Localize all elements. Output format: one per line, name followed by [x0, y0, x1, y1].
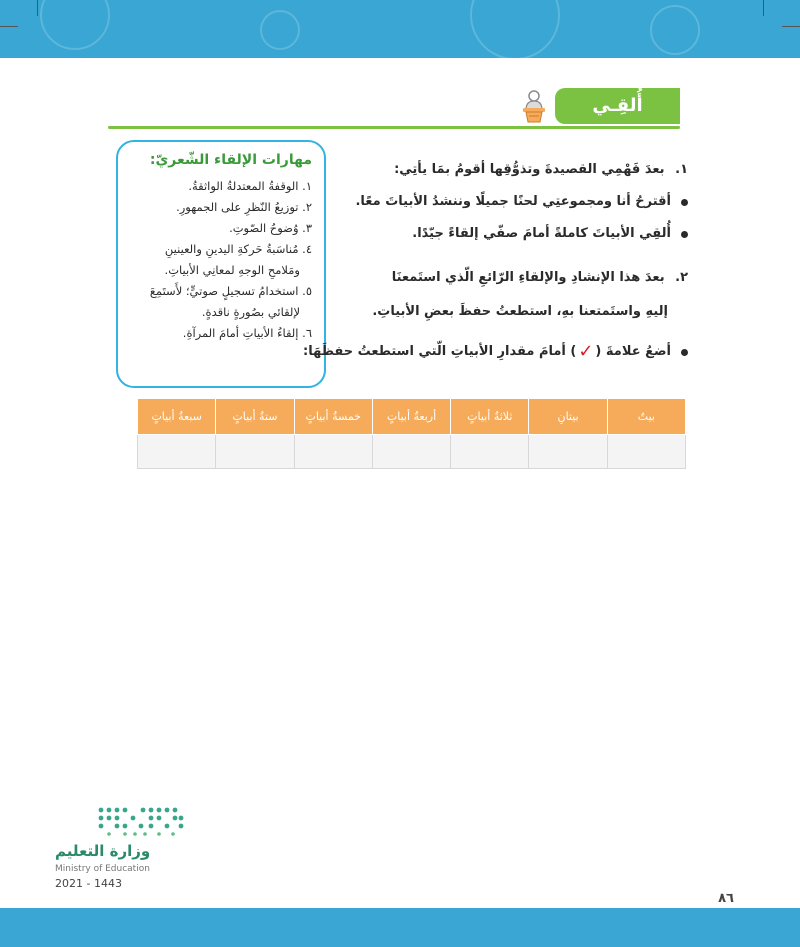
question-text: بعدَ فَهْمِي القصيدةَ وتذوُّقِها أقومُ بمَا يأتِي:: [394, 162, 665, 177]
instruction-text-before: أضعُ علامةَ (: [595, 344, 671, 359]
section-title: أُلقِـي: [555, 88, 680, 124]
skills-list: [128, 176, 312, 344]
table-header-cell: ستةُ أبياتٍ: [216, 399, 294, 435]
ministry-name-english: Ministry of Education: [55, 864, 150, 874]
instruction-text-after: ) أمامَ مقدارِ الأبياتِ الّتي استطعتُ حفظَهَا:: [303, 344, 577, 359]
bullet-icon: [681, 199, 688, 206]
answer-cell[interactable]: [138, 435, 216, 469]
question-text: إليهِ واستَمتعنا بهِ، استطعتُ حفظَ بعضِ الأبياتِ.: [372, 304, 668, 319]
footer-band: [0, 908, 800, 947]
check-mark-icon: ✓: [578, 341, 594, 362]
table-header-cell: بيتانِ: [529, 399, 607, 435]
crop-mark: [0, 26, 18, 27]
ministry-logo-icon: [95, 804, 185, 838]
verses-table: [137, 398, 686, 469]
skills-title: مهارات الإلقاء الشّعريّ:: [149, 152, 312, 168]
crop-mark: [37, 0, 38, 16]
bullet-item: [308, 222, 688, 246]
table-header-cell: أربعةُ أبياتٍ: [372, 399, 450, 435]
table-header-cell: سبعةُ أبياتٍ: [138, 399, 216, 435]
bullet-text: أُلقِي الأبياتَ كاملةً أمامَ صفّي إلقاءً جيّدًا.: [412, 226, 671, 241]
page-number: ٨٦: [718, 891, 734, 906]
instruction: [268, 340, 688, 364]
answer-cell[interactable]: [607, 435, 685, 469]
question-text: بعدَ هذا الإنشادِ والإلقاءِ الرّائعِ الّذي استَمعنَا: [391, 270, 665, 285]
answer-cell[interactable]: [529, 435, 607, 469]
question-number: ٢.: [675, 270, 688, 285]
ministry-name-arabic: وزارة التعليم: [55, 842, 151, 860]
skills-item: لإلقائي بصُورةٍ ناقدةٍ.: [201, 305, 300, 319]
skills-item: ٤. مُناسَبةُ حَركةِ اليدينِ والعينينِ: [164, 242, 312, 256]
table-header-row: [138, 399, 686, 435]
header-band: [0, 0, 800, 58]
bullet-item: [308, 190, 688, 214]
answer-cell[interactable]: [372, 435, 450, 469]
crop-mark: [763, 0, 764, 16]
skills-item: ٢. توزيعُ النّظرِ على الجمهورِ.: [176, 200, 312, 214]
bullet-icon: [681, 231, 688, 238]
skills-item: ومَلامحِ الوجهِ لمعانِي الأبياتِ.: [164, 263, 300, 277]
question-number: ١.: [675, 162, 688, 177]
question-2: [308, 266, 688, 324]
answer-cell[interactable]: [294, 435, 372, 469]
skills-item: ١. الوقفةُ المعتدلةُ الواثقةُ.: [188, 179, 312, 193]
skills-item: ٥. استخدامُ تسجيلٍ صوتيٍّ؛ لأَستَمِعَ: [149, 284, 312, 298]
skills-item: ٣. وُضوحُ الصّوتِ.: [229, 221, 312, 235]
question-1: [308, 158, 688, 246]
edition-year: 2021 - 1443: [55, 877, 122, 890]
table-header-cell: بيتٌ: [607, 399, 685, 435]
bullet-icon: [681, 349, 688, 356]
table-header-cell: خمسةُ أبياتٍ: [294, 399, 372, 435]
bullet-text: أقترحُ أنا ومجموعتِي لحنًا جميلًا وننشدُ الأبياتَ معًا.: [355, 194, 671, 209]
table-row: [138, 435, 686, 469]
skills-item: ٦. إلقاءُ الأبياتِ أمامَ المرآةِ.: [182, 326, 312, 340]
crop-mark: [782, 26, 800, 27]
table-header-cell: ثلاثةُ أبياتٍ: [451, 399, 529, 435]
section-rule: [108, 126, 680, 129]
lectern-icon: [516, 88, 552, 124]
answer-cell[interactable]: [451, 435, 529, 469]
answer-cell[interactable]: [216, 435, 294, 469]
